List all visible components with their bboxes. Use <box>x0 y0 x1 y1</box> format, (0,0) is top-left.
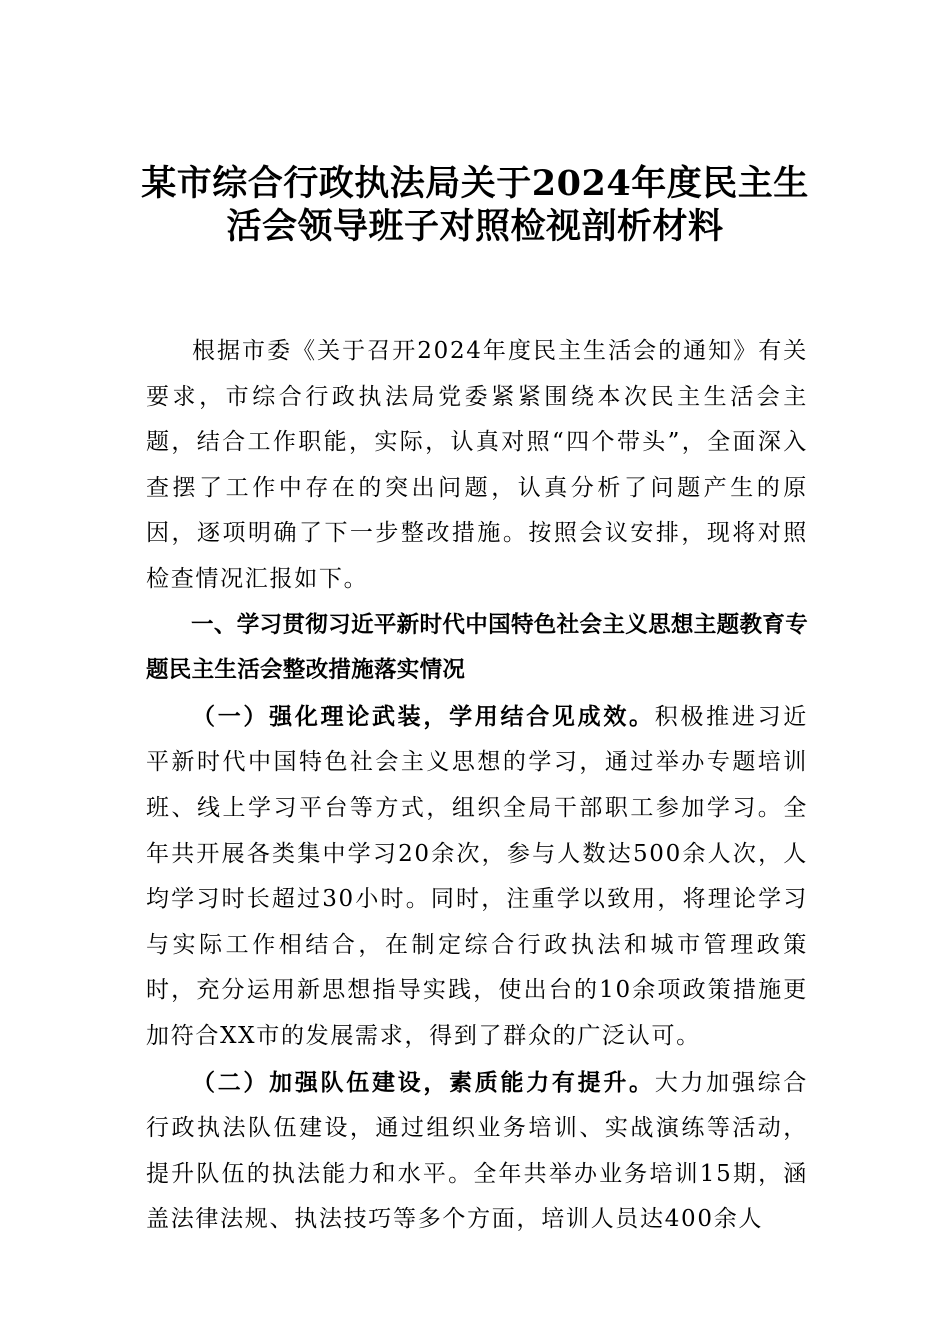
item-2-lead: （二）加强队伍建设，素质能力有提升。 <box>192 1068 655 1096</box>
item-1-lead: （一）强化理论武装，学用结合见成效。 <box>192 702 655 730</box>
item-2-paragraph <box>146 1060 808 1243</box>
document-title-line-1: 某市综合行政执法局关于2024年度民主生 <box>141 163 809 204</box>
intro-paragraph: 根据市委《关于召开2024年度民主生活会的通知》有关要求，市综合行政执法局党委紧紧围绕本次民主生活会主题，结合工作职能，实际，认真对照“四个带头”，全面深入查摆了工作中存在的突出问题，认真分析了问题产生的原因，逐项明确了下一步整改措施。按照会议安排，现将对照检查情况汇报如下。 <box>146 338 808 592</box>
item-2-body: 大力加强综合行政执法队伍建设，通过组织业务培训、实战演练等活动，提升队伍的执法能力和水平。全年共举办业务培训15期，涵盖法律法规、执法技巧等多个方面，培训人员达400余人 <box>146 1069 808 1233</box>
document-title-line-2: 活会领导班子对照检视剖析材料 <box>226 206 724 247</box>
item-1-body: 积极推进习近平新时代中国特色社会主义思想的学习，通过举办专题培训班、线上学习平台等方式，组织全局干部职工参加学习。全年共开展各类集中学习20余次，参与人数达500余人次，人均学习时长超过30小时。同时，注重学以致用，将理论学习与实际工作相结合，在制定综合行政执法和城市管理政策时，充分运用新思想指导实践，使出台的10余项政策措施更加符合XX市的发展需求，得到了群众的广泛认可。 <box>146 703 808 1049</box>
document-body <box>146 329 808 1243</box>
item-1-paragraph <box>146 694 808 1060</box>
section-1-heading: 一、学习贯彻习近平新时代中国特色社会主义思想主题教育专题民主生活会整改措施落实情况 <box>146 611 808 684</box>
